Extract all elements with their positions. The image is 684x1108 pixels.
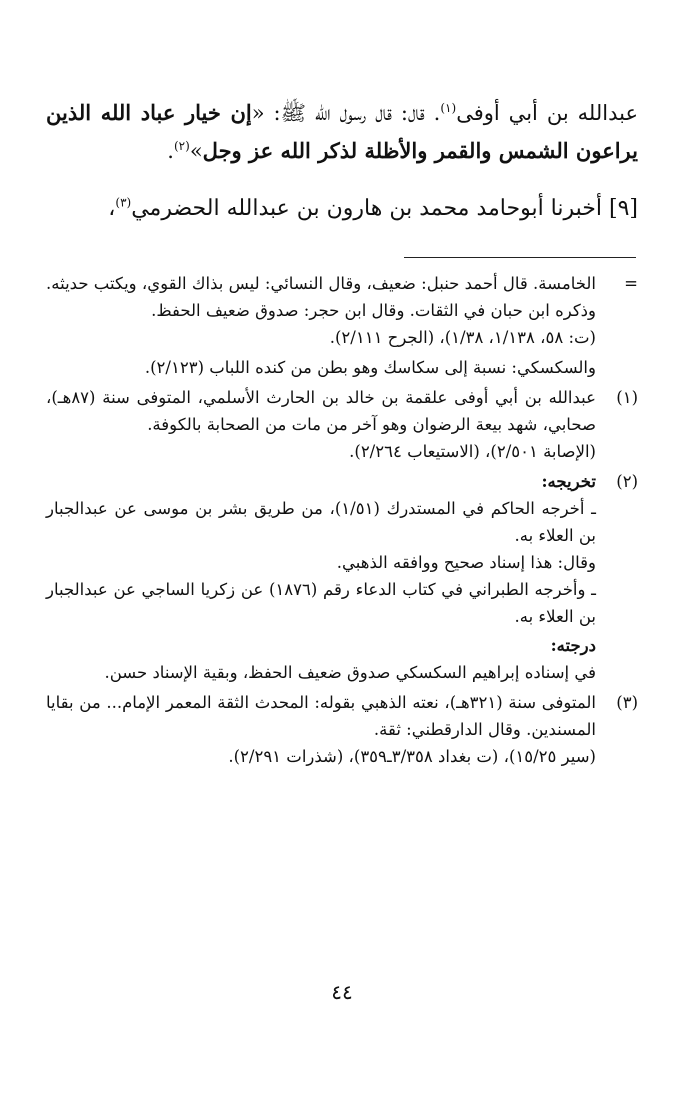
isnad-paragraph xyxy=(46,190,638,228)
footnote-continuation xyxy=(46,270,638,351)
footnote-line: عبدالله بن أبي أوفى علقمة بن خالد بن الحارث الأسلمي، المتوفى سنة (٨٧هـ)، صحابي، شهد بيعة الرضوان وهو آخر من مات من الصحابة بالكوفة. xyxy=(46,388,596,434)
footnote-line: المتوفى سنة (٣٢١هـ)، نعته الذهبي بقوله: المحدث الثقة المعمر الإمام... من بقايا المسندين. وقال الدارقطني: ثقة. xyxy=(46,693,596,739)
main-text xyxy=(46,94,638,228)
isnad-end: ، xyxy=(108,196,116,221)
grade-heading: درجته: xyxy=(550,636,596,655)
footnote-ref-3[interactable]: (٣) xyxy=(115,195,132,210)
footnote-number: (٢) xyxy=(616,472,638,491)
footnote-divider xyxy=(404,257,636,258)
footnote-ref-2[interactable]: (٢) xyxy=(173,139,190,153)
footnote-nisba xyxy=(46,354,638,381)
footnote-3 xyxy=(46,689,638,770)
takhrij-heading: تخريجه: xyxy=(541,472,596,491)
footnote-line: في إسناده إبراهيم السكسكي صدوق ضعيف الحفظ، وبقية الإسناد حسن. xyxy=(104,663,596,682)
footnote-number: (٣) xyxy=(616,693,638,712)
narrator-text: عبدالله بن أبي أوفى xyxy=(456,101,638,125)
para-end: . xyxy=(167,139,174,163)
footnote-line: (الإصابة ٢/٥٠١)، (الاستيعاب ٢/٢٦٤). xyxy=(349,442,596,461)
footnote-number: (١) xyxy=(616,388,638,407)
isnad-text: أخبرنا أبوحامد محمد بن هارون بن عبدالله الحضرمي xyxy=(131,196,602,221)
footnote-line: ـ وأخرجه الطبراني في كتاب الدعاء رقم (١٨٧٦) عن زكريا الساجي عن عبدالجبار بن العلاء به. xyxy=(46,580,596,626)
footnote-line: (سير ١٥/٢٥)، (ت بغداد ٣/٣٥٨ـ٣٥٩)، (شذرات ٢/٢٩١). xyxy=(228,747,596,766)
footnote-line: الخامسة. قال أحمد حنبل: ضعيف، وقال النسائي: ليس بذاك القوي، ويكتب حديثه. وذكره ابن حبان في الثقات. وقال ابن حجر: صدوق ضعيف الحفظ. xyxy=(46,274,596,320)
footnote-ref-1[interactable]: (١) xyxy=(440,101,457,115)
item-number: [٩] xyxy=(608,196,638,221)
footnote-line: والسكسكي: نسبة إلى سكاسك وهو بطن من كنده اللباب (٢/١٢٣). xyxy=(144,358,596,377)
document-page xyxy=(46,0,638,1108)
footnote-line: ـ أخرجه الحاكم في المستدرك (١/٥١)، من طريق بشر بن موسى عن عبدالجبار بن العلاء به. xyxy=(46,499,596,545)
footnotes xyxy=(46,270,638,770)
footnote-2 xyxy=(46,468,638,686)
footnote-line: وقال: هذا إسناد صحيح ووافقه الذهبي. xyxy=(336,553,596,572)
continuation-marker: = xyxy=(624,274,638,293)
quote-close: » xyxy=(189,139,203,163)
hadith-paragraph xyxy=(46,94,638,170)
hadith-text: إن خيار عباد الله الذين يراعون الشمس والقمر والأظلة لذكر الله عز وجل xyxy=(46,100,638,163)
page-number: ٤٤ xyxy=(331,980,353,1004)
footnote-line: (ت: ٥٨، ١/١٣٨، ١/٣٨)، (الجرح ٢/١١١). xyxy=(329,328,596,347)
speech-intro: . قال: قال رسول الله ﷺ: « xyxy=(251,101,441,125)
footnote-1 xyxy=(46,384,638,465)
